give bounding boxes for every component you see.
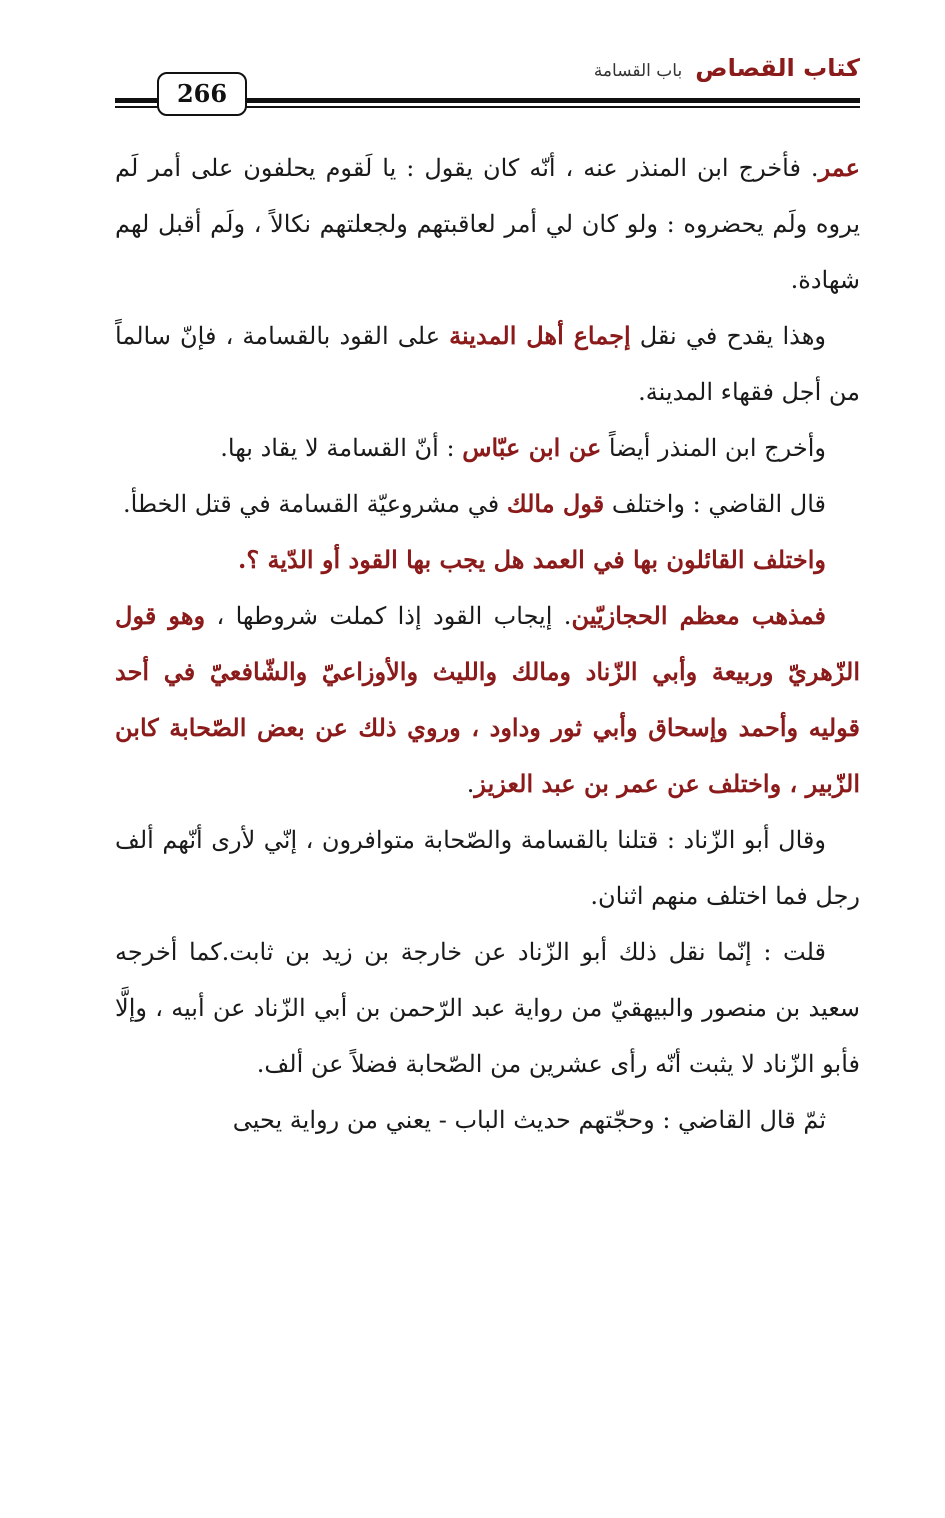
paragraph-text: . إيجاب القود إذا كملت شروطها ، bbox=[205, 602, 572, 630]
paragraph-text: في مشروعيّة القسامة في قتل الخطأ. bbox=[123, 490, 507, 518]
page-number: 266 bbox=[157, 72, 247, 116]
paragraph bbox=[115, 812, 860, 924]
paragraph-text: وهذا يقدح في نقل bbox=[630, 322, 826, 350]
paragraph-text: على القود بالقسامة ، فإنّ سالماً من أجل فقهاء المدينة. bbox=[115, 322, 860, 406]
book-title: كتاب القصاص bbox=[695, 54, 860, 82]
highlighted-phrase: وهو قول الزّهريّ وربيعة وأبي الزّناد ومالك والليث والأوزاعيّ والشّافعيّ في أحد قوليه وأحمد وإسحاق وأبي ثور وداود ، وروي ذلك عن بعض الصّحابة كابن الزّبير ، واختلف عن عمر بن عبد العزيز bbox=[115, 601, 860, 798]
highlighted-paragraph-text: واختلف القائلون بها في العمد هل يجب بها القود أو الدّية ؟. bbox=[238, 545, 826, 574]
paragraph bbox=[115, 308, 860, 420]
paragraph bbox=[115, 1092, 860, 1148]
paragraph bbox=[115, 924, 860, 1092]
paragraph-text: قلت : إنّما نقل ذلك أبو الزّناد عن خارجة بن زيد بن ثابت.كما أخرجه سعيد بن منصور والبيهقيّ من رواية عبد الرّحمن بن أبي الزّناد عن أبيه ، وإلَّا فأبو الزّناد لا يثبت أنّه رأى عشرين من الصّحابة فضلاً عن ألف. bbox=[115, 938, 860, 1078]
highlighted-phrase: عن ابن عبّاس bbox=[462, 433, 602, 462]
paragraph-text: وقال أبو الزّناد : قتلنا بالقسامة والصّحابة متوافرون ، إنّي لأرى أنّهم ألف رجل فما اختلف منهم اثنان. bbox=[115, 826, 860, 910]
paragraph-text: قال القاضي : واختلف bbox=[604, 490, 826, 518]
paragraph-text: . bbox=[466, 770, 475, 798]
paragraph-text: : أنّ القسامة لا يقاد بها. bbox=[220, 434, 463, 462]
paragraph bbox=[115, 140, 860, 308]
body-text bbox=[115, 140, 860, 1148]
paragraph bbox=[115, 588, 860, 812]
paragraph bbox=[115, 476, 860, 532]
paragraph-text: ثمّ قال القاضي : وحجّتهم حديث الباب - يعني من رواية يحيى bbox=[232, 1106, 826, 1134]
highlighted-phrase: فمذهب معظم الحجازيّين bbox=[571, 601, 827, 630]
highlighted-phrase: إجماع أهل المدينة bbox=[449, 321, 631, 350]
highlighted-phrase: قول مالك bbox=[506, 489, 605, 518]
highlighted-name: عمر bbox=[818, 153, 860, 182]
chapter-title: باب القسامة bbox=[593, 61, 683, 81]
paragraph-text: . فأخرج ابن المنذر عنه ، أنّه كان يقول : يا لَقوم يحلفون على أمر لَم يروه ولَم يحضروه : ولو كان لي أمر لعاقبتهم ولجعلتهم نكالاً ، ولَم أقبل لهم شهادة. bbox=[115, 154, 860, 294]
page-header bbox=[115, 44, 860, 114]
paragraph bbox=[115, 420, 860, 476]
paragraph-text: وأخرج ابن المنذر أيضاً bbox=[601, 434, 826, 462]
paragraph bbox=[115, 532, 860, 588]
running-head bbox=[594, 54, 860, 82]
